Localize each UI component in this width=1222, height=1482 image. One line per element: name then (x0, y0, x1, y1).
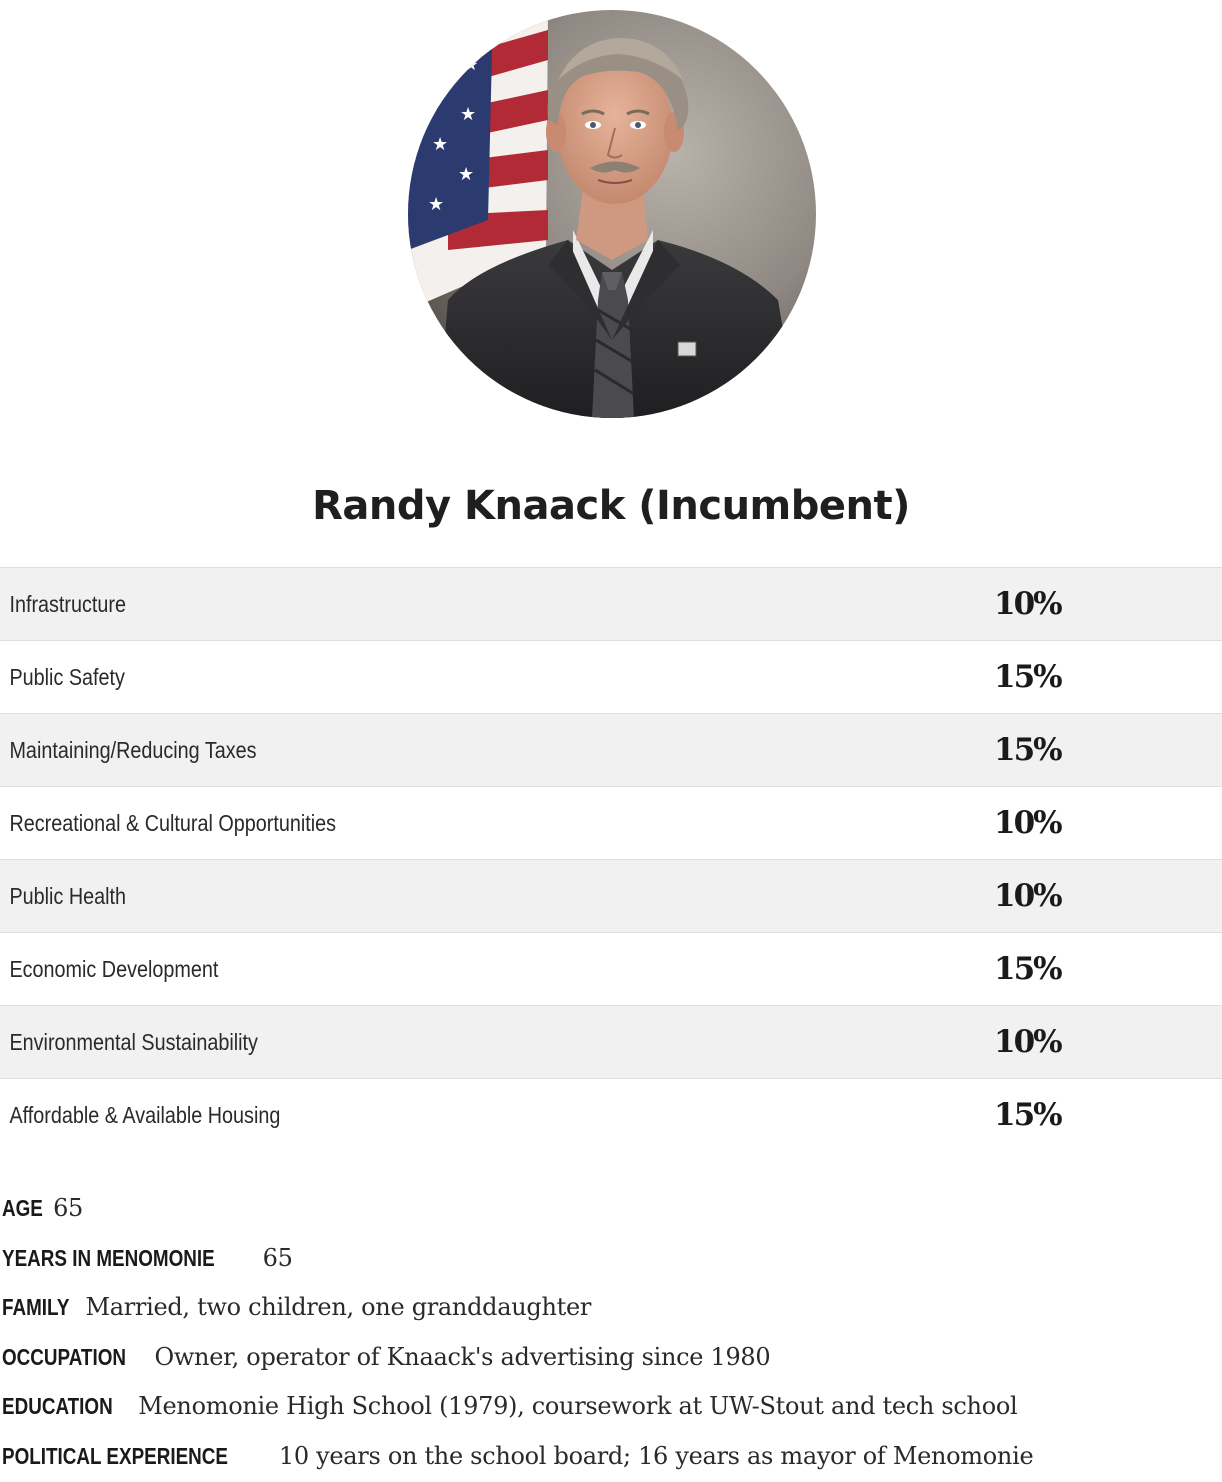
bio-key: EDUCATION (2, 1393, 113, 1420)
priority-value: 15% (994, 1097, 1061, 1133)
svg-text:★: ★ (460, 104, 477, 125)
priority-value: 10% (994, 878, 1061, 914)
priority-label: Infrastructure (9, 590, 126, 617)
candidate-bio (2, 1183, 1220, 1481)
priority-label: Maintaining/Reducing Taxes (9, 736, 257, 763)
bio-political-experience (2, 1431, 1220, 1481)
bio-key: POLITICAL EXPERIENCE (2, 1442, 229, 1469)
bio-value: Menomonie High School (1979), coursework at UW-Stout and tech school (138, 1392, 1018, 1421)
candidate-photo (408, 10, 816, 418)
svg-text:★: ★ (432, 134, 449, 155)
priority-row (0, 640, 1222, 713)
priority-value: 15% (994, 732, 1061, 768)
bio-years-in-menomonie (2, 1233, 1220, 1283)
bio-family (2, 1282, 1220, 1332)
svg-text:★: ★ (438, 64, 455, 85)
priority-row (0, 932, 1222, 1005)
bio-key: OCCUPATION (2, 1343, 126, 1370)
bio-key: AGE (2, 1195, 43, 1221)
bio-value: 65 (262, 1243, 293, 1272)
bio-value: 10 years on the school board; 16 years as mayor of Menomonie (278, 1441, 1034, 1470)
priority-value: 10% (994, 805, 1061, 841)
bio-key: FAMILY (2, 1294, 70, 1321)
priority-row (0, 713, 1222, 786)
priority-label: Public Safety (9, 663, 125, 690)
priority-label: Affordable & Available Housing (9, 1101, 281, 1128)
priority-label: Environmental Sustainability (9, 1028, 258, 1055)
bio-key: YEARS IN MENOMONIE (2, 1244, 215, 1271)
bio-occupation (2, 1332, 1220, 1382)
priorities-table (0, 567, 1222, 1151)
bio-value: Married, two children, one granddaughter (85, 1293, 592, 1322)
priority-value: 15% (994, 659, 1061, 695)
svg-text:★: ★ (464, 55, 479, 74)
bio-value: Owner, operator of Knaack's advertising since 1980 (154, 1342, 771, 1371)
priority-value: 10% (994, 1024, 1061, 1060)
priority-value: 10% (994, 586, 1061, 622)
bio-education (2, 1381, 1220, 1431)
svg-text:★: ★ (458, 164, 475, 185)
priority-label: Public Health (9, 882, 127, 909)
candidate-portrait (408, 10, 816, 418)
priority-row (0, 1005, 1222, 1078)
priority-row (0, 1078, 1222, 1151)
svg-text:★: ★ (428, 194, 445, 215)
priority-row (0, 567, 1222, 640)
priority-row (0, 859, 1222, 932)
candidate-name: Randy Knaack (Incumbent) (312, 483, 910, 529)
priority-value: 15% (994, 951, 1061, 987)
bio-value: 65 (53, 1194, 84, 1222)
priority-label: Economic Development (9, 955, 219, 982)
bio-age (2, 1183, 1220, 1233)
priority-label: Recreational & Cultural Opportunities (9, 809, 337, 836)
priority-row (0, 786, 1222, 859)
